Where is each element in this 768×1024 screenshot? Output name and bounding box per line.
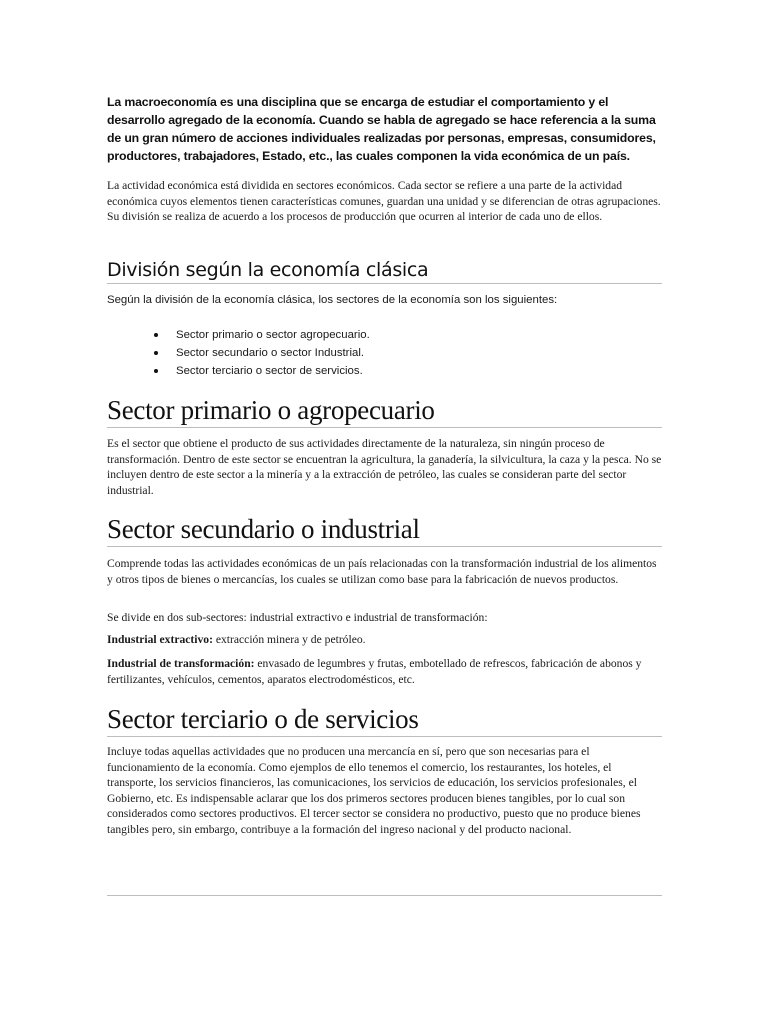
heading-classic-division: División según la economía clásica	[107, 257, 662, 284]
bullet-icon	[154, 351, 158, 355]
heading-primary-sector: Sector primario o agropecuario	[107, 394, 662, 428]
extractive-line	[107, 632, 662, 648]
intro-bold-paragraph: La macroeconomía es una disciplina que se encarga de estudiar el comportamiento y el desarrollo agregado de la economía. Cuando se habla de agregado se hace referencia a la suma de un gran número de acciones individuales realizadas por personas, empresas, consumidores, productores, trabajadores, Estado, etc., las cuales componen la vida económica de un país.	[107, 95, 656, 163]
classic-lead: Según la división de la economía clásica, los sectores de la economía son los siguientes:	[107, 294, 558, 306]
primary-paragraph: Es el sector que obtiene el producto de sus actividades directamente de la naturaleza, sin ningún proceso de transformación. Dentro de este sector se encuentran la agricultura, la ganadería, la silvicultura, la caza y la pesca. No se incluyen dentro de este sector a la minería y a la extracción de petróleo, las cuales se consideran parte del sector industrial.	[107, 437, 662, 497]
transformation-text: envasado de legumbres y frutas, embotellado de refrescos, fabricación de abonos y fertilizantes, vehículos, cementos, aparatos electrodomésticos, etc.	[107, 657, 642, 686]
tertiary-paragraph: Incluye todas aquellas actividades que no producen una mercancía en sí, pero que son necesarias para el funcionamiento de la economía. Como ejemplos de ello tenemos el comercio, los restaurantes, los hoteles, el transporte, los servicios financieros, las comunicaciones, los servicios de educación, los servicios profesionales, el Gobierno, etc. Es indispensable aclarar que los dos primeros sectores producen bienes tangibles, por lo cual son considerados como sectores productivos. El tercer sector se considera no productivo, puesto que no produce bienes tangibles pero, sin embargo, contribuye a la formación del ingreso nacional y del producto nacional.	[107, 745, 641, 836]
extractive-label: Industrial extractivo:	[107, 633, 213, 646]
subsectors-intro: Se divide en dos sub-sectores: industrial extractivo e industrial de transformación:	[107, 611, 488, 624]
list-item: Sector secundario o sector Industrial.	[107, 344, 607, 362]
sector-list	[107, 326, 607, 380]
intro-paragraph: La actividad económica está dividida en sectores económicos. Cada sector se refiere a una parte de la actividad económica cuyos elementos tienen características comunes, guardan una unidad y se diferencian de otras agrupaciones. Su división se realiza de acuerdo a los procesos de producción que ocurren al interior de cada uno de ellos.	[107, 179, 661, 224]
transformation-line	[107, 656, 662, 687]
transformation-label: Industrial de transformación:	[107, 657, 255, 670]
heading-tertiary-sector: Sector terciario o de servicios	[107, 703, 662, 737]
bullet-icon	[154, 369, 158, 373]
list-item: Sector terciario o sector de servicios.	[107, 362, 607, 380]
bullet-icon	[154, 333, 158, 337]
secondary-paragraph: Comprende todas las actividades económicas de un país relacionadas con la transformación industrial de los alimentos y otros tipos de bienes o mercancías, los cuales se utilizan como base para la fabricación de nuevos productos.	[107, 557, 657, 586]
heading-secondary-sector: Sector secundario o industrial	[107, 513, 662, 547]
list-item: Sector primario o sector agropecuario.	[107, 326, 607, 344]
extractive-text: extracción minera y de petróleo.	[212, 633, 366, 646]
bottom-divider	[107, 895, 662, 896]
